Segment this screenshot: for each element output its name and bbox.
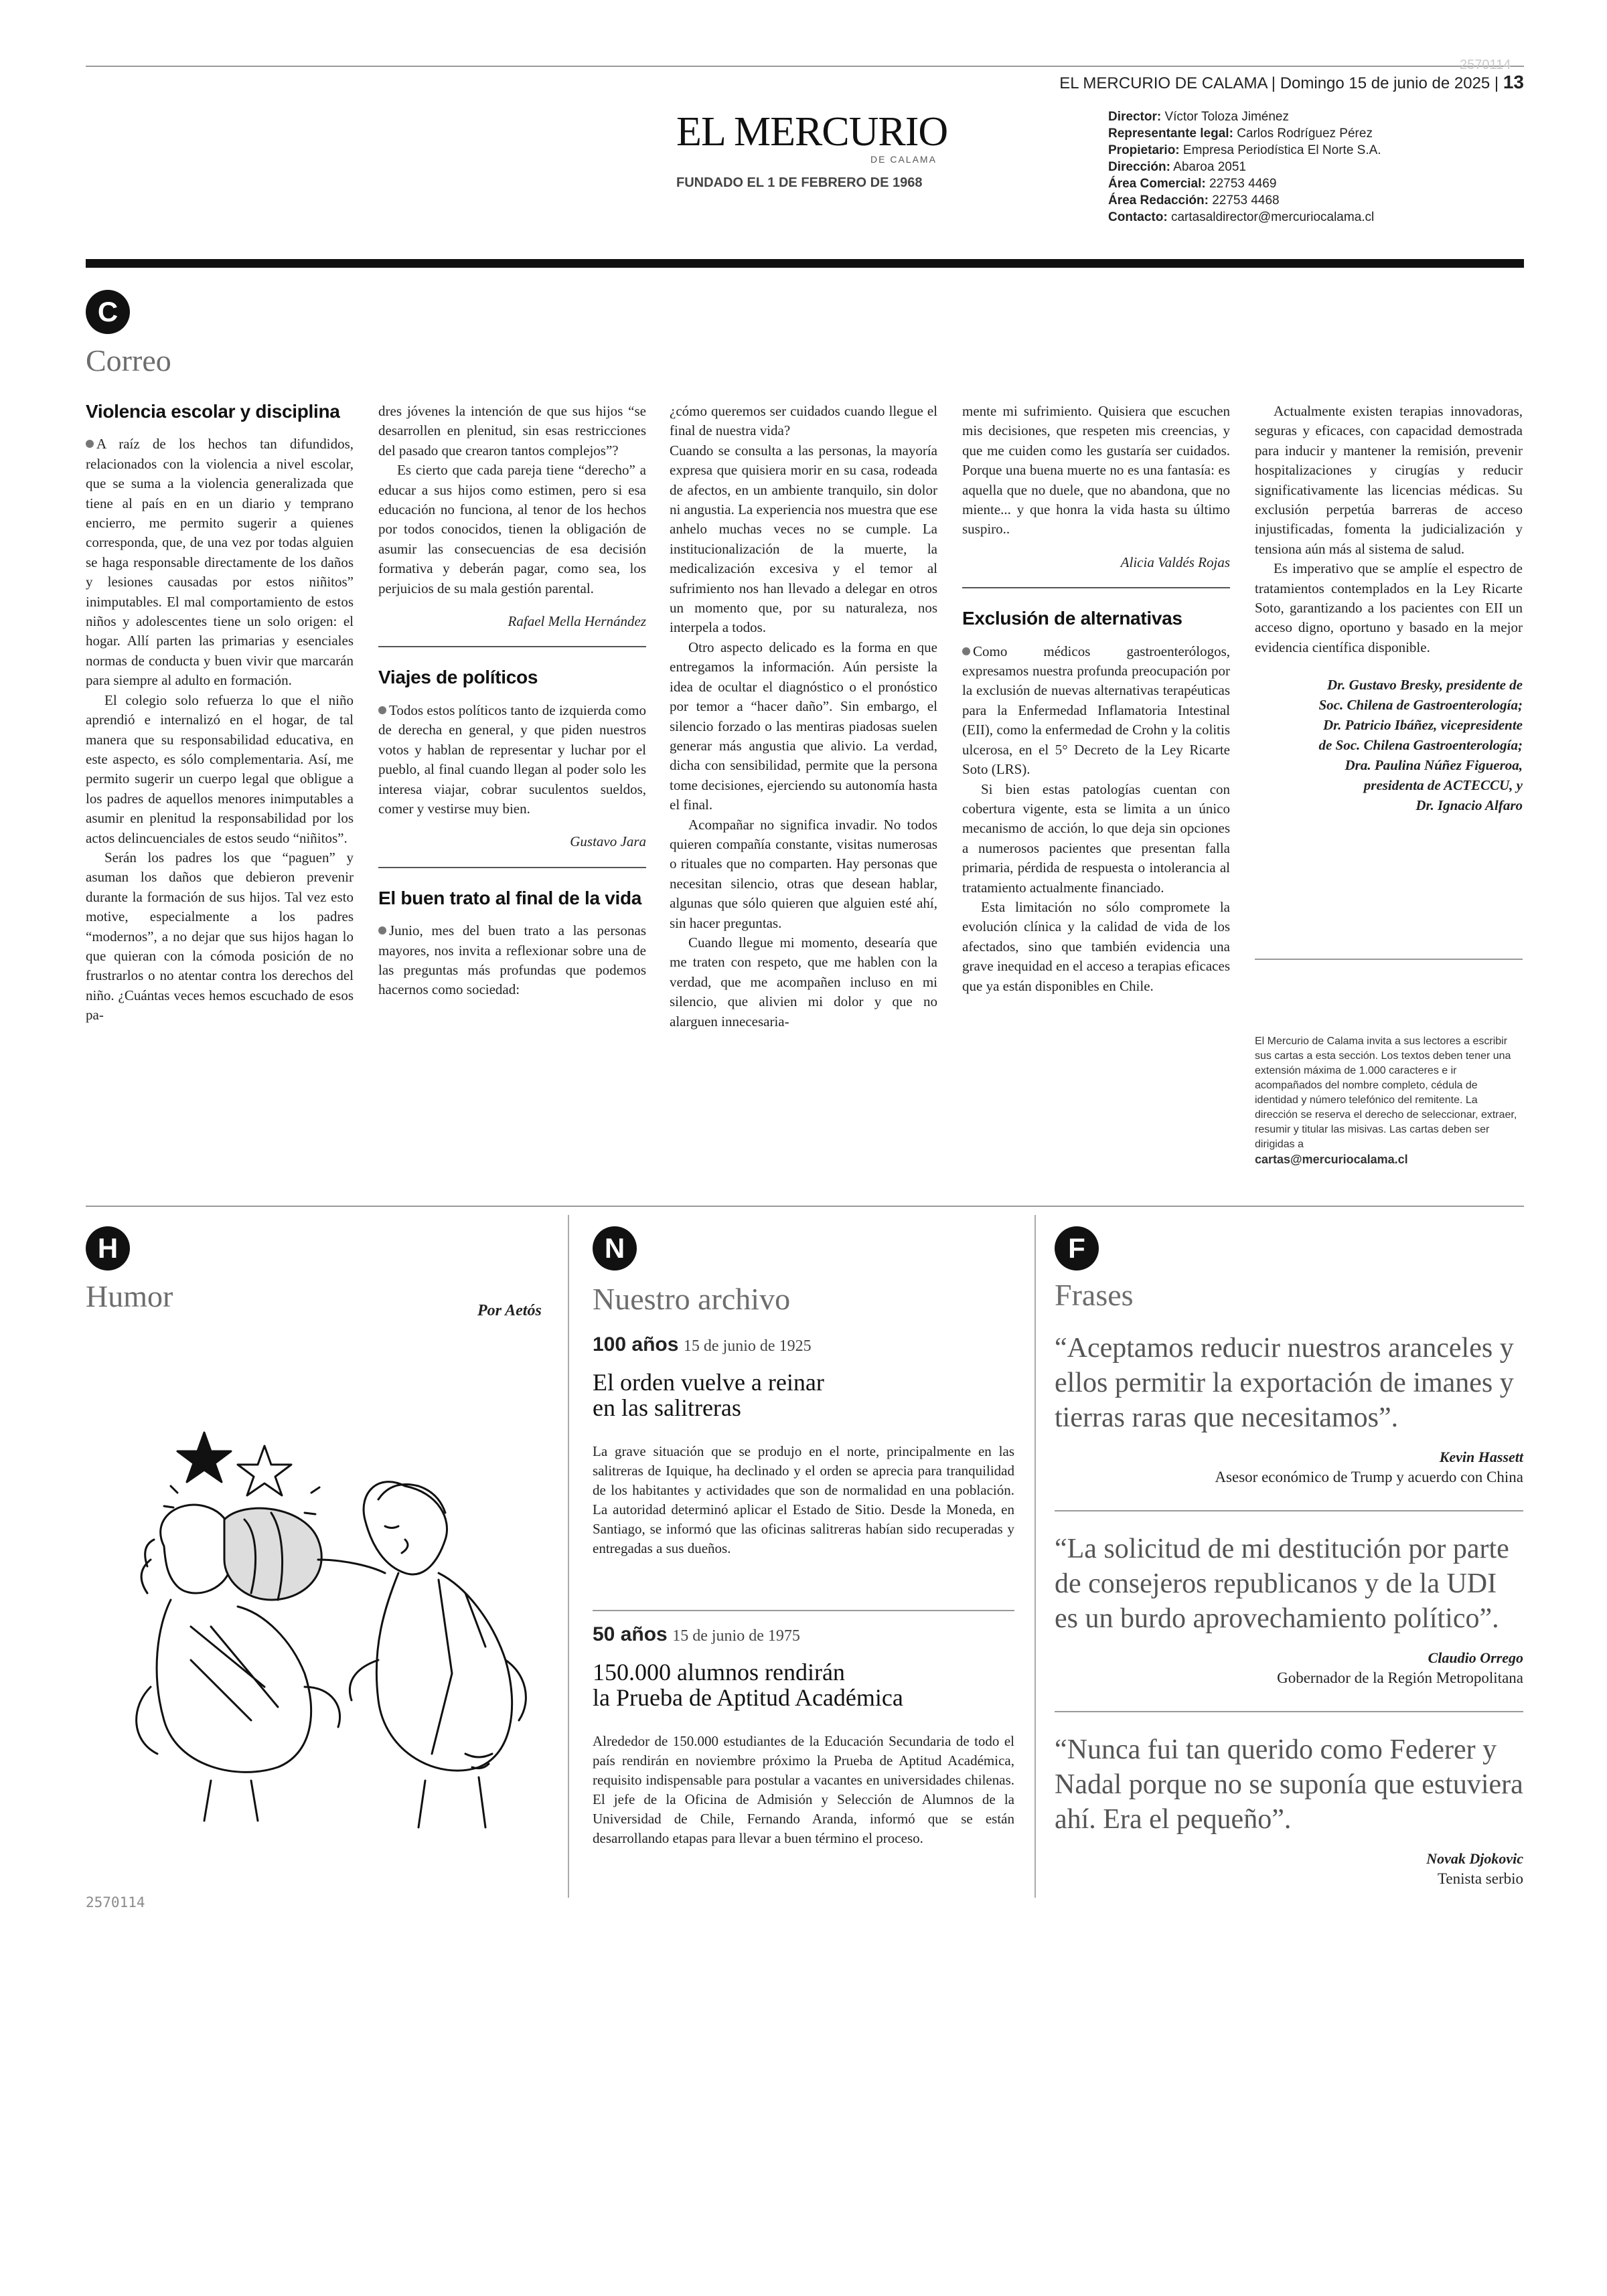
correo-badge: C xyxy=(86,290,130,334)
quote-author: Kevin Hassett xyxy=(1439,1449,1523,1465)
masthead-founded: FUNDADO EL 1 DE FEBRERO DE 1968 xyxy=(676,175,923,190)
archive-headline: El orden vuelve a reinar en las salitreras xyxy=(593,1369,824,1421)
letter-paragraph: mente mi sufrimiento. Quisiera que escuchen mis decisiones, que respeten mis creencias, y que me cuiden como les gustaría ser cuidados. Porque una buena muerte no es una fantasía: es aquella que no duele, que no abandona, que no miente... y que honra la vida hasta su último suspiro.. xyxy=(962,403,1230,538)
archive-body: La grave situación que se produjo en el norte, principalmente en las salitreras de Iquique, ha declinado y el orden se aprecia para tranquilidad de los habitantes y actividades que son de normalidad en una población. La autoridad determinó aplicar el Estado de Sitio. Desde la Moneda, en Santiago, se informó que las oficinas salitreras habían sido recuperadas y entregadas a sus dueños. xyxy=(593,1443,1014,1556)
signature-line: Dr. Ignacio Alfaro xyxy=(1415,797,1523,814)
letter-paragraph: Acompañar no significa invadir. No todos quieren compañía constante, visitas numerosas o rituales que no comparten. Hay personas que necesitan silencio, otras que desean hablar, algunas que sólo quieren que alguien esté ahí, sin hacer preguntas. xyxy=(670,816,937,931)
letter-heading: Violencia escolar y disciplina xyxy=(86,401,340,422)
letters-column-2 xyxy=(378,402,646,1000)
signature-line: Dr. Gustavo Bresky, presidente de xyxy=(1326,677,1523,693)
signature-line: presidenta de ACTECCU, y xyxy=(1363,777,1523,794)
letter-divider xyxy=(378,646,646,647)
letters-column-5 xyxy=(1255,402,1523,815)
quote-role: Asesor económico de Trump y acuerdo con China xyxy=(1215,1469,1523,1485)
notice-divider xyxy=(1255,959,1523,960)
column-rule-left xyxy=(568,1215,569,1898)
masthead-title: EL MERCURIO xyxy=(676,109,948,155)
signature-line: Dra. Paulina Núñez Figueroa, xyxy=(1345,757,1523,774)
page-number: 13 xyxy=(1503,72,1524,92)
letter-paragraph: Otro aspecto delicado es la forma en que entregamos la información. Aún persiste la idea de ocultar el diagnóstico o el pronóstico por temor a “hacer daño”. Sin embargo, el silencio forzado o las mentiras piadosas suelen generar más angustia que alivio. La verdad, dicha con sensibilidad, permite que la persona tome decisiones, ejerciendo su autonomía hasta el final. xyxy=(670,639,937,813)
quote-block xyxy=(1055,1331,1523,1486)
staff-line: Área Comercial: 22753 4469 xyxy=(1108,177,1277,191)
letters-column-1 xyxy=(86,402,354,1026)
quote-text: “La solicitud de mi destitución por parte de consejeros republicanos y de la UDI es un burdo aprovechamiento político”. xyxy=(1055,1534,1509,1634)
letter-divider xyxy=(962,587,1230,588)
letter-paragraph: Es cierto que cada pareja tiene “derecho” a educar a sus hijos como estimen, pero si esa educación no funciona, al tenor de los hechos por todos conocidos, tienen la obligación de asumir las consecuencias de esa decisión formativa y deberán pagar, como sea, los perjuicios de su mala gestión parental. xyxy=(378,462,646,596)
correo-section-title: Correo xyxy=(86,343,171,378)
letters-column-4 xyxy=(962,402,1230,996)
archive-label: 50 años 15 de junio de 1975 xyxy=(593,1623,800,1645)
staff-line: Dirección: Abaroa 2051 xyxy=(1108,160,1246,174)
corner-id: 2570114 xyxy=(1460,58,1511,72)
quote-role: Gobernador de la Región Metropolitana xyxy=(1277,1669,1523,1686)
letter-paragraph: Si bien estas patologías cuentan con cobertura vigente, esta se limita a un único mecanismo de acción, lo que deja sin opciones a numerosos pacientes que presentan falla primaria, pérdida de respuesta o intolerancia al tratamiento actualmente financiado. xyxy=(962,781,1230,896)
staff-line: Representante legal: Carlos Rodríguez Pérez xyxy=(1108,127,1373,141)
letter-divider xyxy=(378,867,646,868)
contact-email[interactable]: cartasaldirector@mercuriocalama.cl xyxy=(1170,210,1375,224)
quote-author: Claudio Orrego xyxy=(1428,1649,1523,1666)
letter-paragraph: Cuando llegue mi momento, desearía que me traten con respeto, que me hablen con la verdad, que me acompañen incluso en mi silencio, que alivien mi dolor y que no alarguen innecesaria- xyxy=(670,934,937,1030)
cartoon-illustration xyxy=(90,1406,559,1834)
submission-email[interactable]: cartas@mercuriocalama.cl xyxy=(1255,1153,1408,1166)
letter-paragraph: Cuando se consulta a las personas, la mayoría expresa que quisiera morir en su casa, rodeada de afectos, en un ambiente tranquilo, sin dolor ni angustia. La experiencia nos muestra que ese anhelo muchas veces no se cumple. La institucionalización de la muerte, la medicalización excesiva y el temor al sufrimiento nos han llevado a delegar en otros un momento que, por su naturaleza, nos interpela a todos. xyxy=(670,442,938,636)
letter-paragraph: Esta limitación no sólo compromete la evolución clínica y la calidad de vida de los afectados, sino que también evidencia una grave inequidad en el acceso a terapias eficaces que ya están disponibles en Chile. xyxy=(962,898,1230,994)
letter-paragraph: A raíz de los hechos tan difundidos, relacionados con la violencia a nivel escolar, que se suma a la violencia generalizada que tiene al país en en un diario y temprano encierro, me permito sugerir a quienes corresponda, que, de una vez por todas alguien se haga responsable directamente de los daños y lesiones causadas por estos niñitos” inimputables. El mal comportamiento de estos niños y adolescentes tiene un solo origen: el hogar. Allí parten las primarias y esenciales normas de conducta y buen vivir que marcarán para siempre al adulto en formación. xyxy=(86,436,354,689)
archive-headline: 150.000 alumnos rendirán la Prueba de Aptitud Académica xyxy=(593,1659,903,1711)
signature-line: de Soc. Chilena Gastroenterología; xyxy=(1318,737,1523,754)
correo-bottom-rule xyxy=(86,1206,1524,1207)
letter-paragraph: Actualmente existen terapias innovadoras, seguras y eficaces, con capacidad demostrada para inducir y mantener la remisión, prevenir hospitalizaciones y cirugías y reducir significativamente las licencias médicas. Su exclusión perpetúa barreras de acceso injustificadas, fomenta la judicialización y tensiona aún más al sistema de salud. xyxy=(1255,403,1523,557)
frases-section-title: Frases xyxy=(1055,1278,1134,1312)
letter-signature: Rafael Mella Hernández xyxy=(508,613,646,630)
letter-paragraph: Todos estos políticos tanto de izquierda como de derecha en general, y que piden nuestros votos y hablan de representar y luchar por el pueblo, al final cuando llegan al poder solo les interesa viajar, cobrar suculentos sueldos, comer y vestirse muy bien. xyxy=(378,702,646,817)
quote-role: Tenista serbio xyxy=(1437,1870,1523,1887)
humor-byline: Por Aetós xyxy=(477,1302,542,1319)
submission-notice: El Mercurio de Calama invita a sus lectores a escribir sus cartas a esta sección. Los textos deben tener una extensión máxima de 1.000 caracteres e ir acompañados del nombre completo, cédula de identidad y número telefónico del remitente. La dirección se reserva el derecho de seleccionar, extraer, resumir y titular las misivas. Las cartas deben ser dirigidas a cartas@mercuriocalama.cl xyxy=(1255,1034,1523,1167)
frases-badge: F xyxy=(1055,1226,1099,1270)
archive-item xyxy=(593,1333,1014,1558)
archivo-badge: N xyxy=(593,1226,637,1270)
column-rule-right xyxy=(1035,1215,1036,1898)
quote-divider xyxy=(1055,1711,1523,1712)
page-header-text: EL MERCURIO DE CALAMA | Domingo 15 de junio de 2025 | xyxy=(1059,74,1499,92)
page-header xyxy=(1059,72,1524,93)
archive-item xyxy=(593,1623,1014,1848)
quote-text: “Aceptamos reducir nuestros aranceles y ellos permitir la exportación de imanes y tierras raras que necesitamos”. xyxy=(1055,1333,1514,1433)
header-thick-rule xyxy=(86,259,1524,268)
letter-heading: Viajes de políticos xyxy=(378,667,538,688)
quote-block xyxy=(1055,1732,1523,1888)
letter-heading: Exclusión de alternativas xyxy=(962,608,1182,629)
signature-line: Dr. Patricio Ibáñez, vicepresidente xyxy=(1322,717,1523,734)
humor-badge: H xyxy=(86,1226,130,1270)
letter-paragraph: Como médicos gastroenterólogos, expresamos nuestra profunda preocupación por la exclusión de nuevas alternativas terapéuticas para la Enfermedad Inflamatoria Intestinal (EII), como la enfermedad de Crohn y la colitis ulcerosa, en el 5° Decreto de la Ley Ricarte Soto (LRS). xyxy=(962,643,1230,778)
staff-box xyxy=(1108,108,1381,226)
letter-signature: Alicia Valdés Rojas xyxy=(1120,554,1230,570)
archive-divider xyxy=(593,1610,1014,1611)
archivo-section-title: Nuestro archivo xyxy=(593,1282,791,1316)
masthead-edition: DE CALAMA xyxy=(870,154,937,165)
humor-section-title: Humor xyxy=(86,1279,173,1313)
staff-line: Contacto: cartasaldirector@mercuriocalama.cl xyxy=(1108,210,1375,224)
quote-divider xyxy=(1055,1510,1523,1511)
letters-column-3 xyxy=(670,402,937,1032)
letter-paragraph: Serán los padres los que “paguen” y asuman los daños que debieron prevenir durante la formación de sus hijos. Tal vez esto motive, especialmente a los padres “modernos”, a no dejar que sus hijos hagan lo que quieran con la cómoda posición de no frustrarlos o no atentar contra los derechos del niño. ¿Cuántas veces hemos escuchado de esos pa- xyxy=(86,849,354,1023)
quote-block xyxy=(1055,1532,1523,1687)
staff-line: Director: Víctor Toloza Jiménez xyxy=(1108,110,1289,124)
letter-paragraph: dres jóvenes la intención de que sus hijos “se desarrollen en plenitud, sin esas restricciones del pasado que crearon tantos complejos”? xyxy=(378,403,646,459)
staff-line: Área Redacción: 22753 4468 xyxy=(1108,193,1280,208)
letter-paragraph: ¿cómo queremos ser cuidados cuando llegue el final de nuestra vida? xyxy=(670,403,937,439)
archive-body: Alrededor de 150.000 estudiantes de la Educación Secundaria de todo el país rendirán en noviembre próximo la Prueba de Aptitud Académica, requisito indispensable para postular a vacantes en universidades chilenas. El jefe de la Oficina de Admisión y Selección de Alumnos de la Universidad de Chile, Fernando Aranda, informó que se están desarrollando etapas para llevar a buen término el proceso. xyxy=(593,1733,1014,1846)
archive-label: 100 años 15 de junio de 1925 xyxy=(593,1333,812,1356)
letter-paragraph: Es imperativo que se amplíe el espectro de tratamientos contemplados en la Ley Ricarte Soto, garantizando a los pacientes con EII un acceso digno, oportuno y basado en la mejor evidencia científica disponible. xyxy=(1255,560,1523,655)
letter-signature-block xyxy=(1255,675,1523,815)
quote-author: Novak Djokovic xyxy=(1426,1850,1523,1867)
signature-line: Soc. Chilena de Gastroenterología; xyxy=(1318,697,1523,714)
letter-paragraph: El colegio solo refuerza lo que el niño aprendió e internalizó en el hogar, de tal manera que su responsabilidad educativa, en este aspecto, es sólo complementaria. Así, me permito sugerir un cuerpo legal que obligue a los padres de aquellos menores inimputables a asumir en plenitud la responsabilidad por los actos delincuenciales de estos seudo “niñitos”. xyxy=(86,691,354,846)
bottom-id: 2570114 xyxy=(86,1894,145,1910)
letter-heading: El buen trato al final de la vida xyxy=(378,887,642,908)
letter-signature: Gustavo Jara xyxy=(570,833,646,850)
quote-text: “Nunca fui tan querido como Federer y Nadal porque no se suponía que estuviera ahí. Era el pequeño”. xyxy=(1055,1734,1523,1835)
staff-line: Propietario: Empresa Periodística El Norte S.A. xyxy=(1108,143,1381,157)
letter-paragraph: Junio, mes del buen trato a las personas mayores, nos invita a reflexionar sobre una de las preguntas más profundas que podemos hacernos como sociedad: xyxy=(378,922,646,998)
